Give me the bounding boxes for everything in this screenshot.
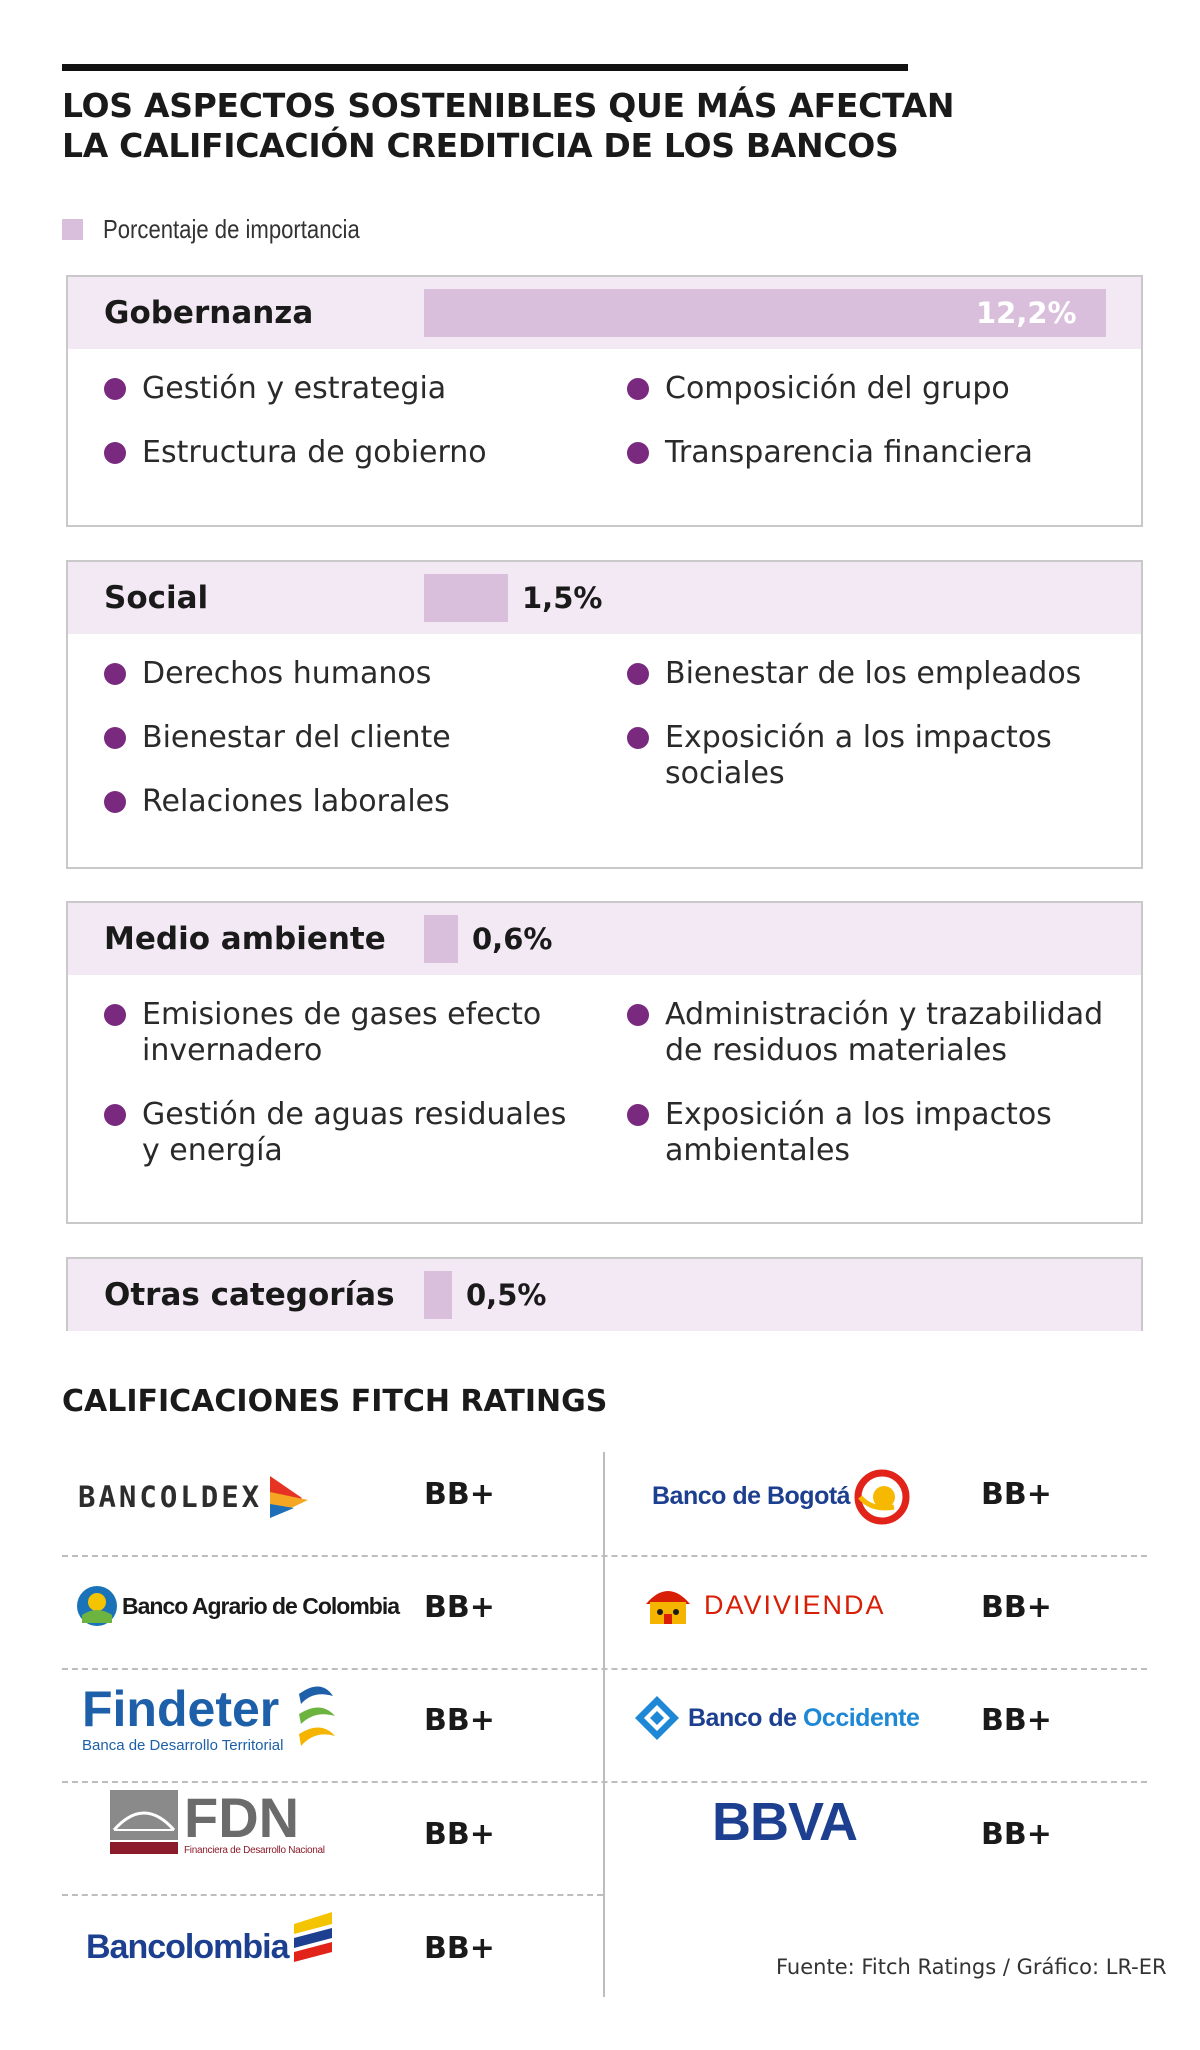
- bullet-icon: [627, 663, 649, 685]
- bullet-icon: [104, 442, 126, 464]
- list-item: Administración y trazabilidad de residuos materiales: [665, 997, 1115, 1069]
- row-divider: [62, 1555, 1147, 1557]
- category-header: [68, 903, 1141, 975]
- source-note: Fuente: Fitch Ratings / Gráfico: LR-ER: [776, 1955, 1167, 1979]
- findeter-leaf-icon: [291, 1682, 341, 1754]
- bullet-icon: [104, 1104, 126, 1126]
- list-item: Exposición a los impactos ambientales: [665, 1097, 1065, 1169]
- category-name: Gobernanza: [104, 295, 314, 331]
- banco-de-occidente-logo: Banco de Occidente: [634, 1693, 919, 1743]
- list-item: Estructura de gobierno: [142, 435, 487, 471]
- category-header: [68, 1259, 1141, 1331]
- column-divider: [603, 1452, 605, 1997]
- page-title: [62, 86, 962, 166]
- legend: [62, 213, 405, 245]
- banco-de-bogota-swirl-icon: [854, 1467, 910, 1525]
- category-card-gobernanza: [66, 275, 1143, 527]
- category-card-medio-ambiente: [66, 901, 1143, 1224]
- rating-value: BB+: [424, 1477, 495, 1512]
- bullet-icon: [627, 1004, 649, 1026]
- rating-value: BB+: [981, 1590, 1052, 1625]
- list-item: Exposición a los impactos sociales: [665, 720, 1065, 792]
- row-divider: [62, 1894, 603, 1896]
- category-items: [68, 634, 1141, 867]
- bullet-icon: [627, 1104, 649, 1126]
- bar: [424, 574, 508, 622]
- category-name: Social: [104, 580, 209, 616]
- title-line-1: LOS ASPECTOS SOSTENIBLES QUE MÁS AFECTAN: [62, 86, 955, 125]
- rating-value: BB+: [424, 1931, 495, 1966]
- list-item: Bienestar del cliente: [142, 720, 451, 756]
- rating-value: BB+: [981, 1477, 1052, 1512]
- ratings-title: CALIFICACIONES FITCH RATINGS: [62, 1384, 608, 1419]
- rating-value: BB+: [981, 1817, 1052, 1852]
- banco-agrario-sun-icon: [76, 1585, 118, 1627]
- legend-swatch: [62, 219, 83, 240]
- row-divider: [62, 1668, 1147, 1670]
- list-item: Gestión de aguas residuales y energía: [142, 1097, 582, 1169]
- fdn-bridge-icon: [110, 1790, 180, 1856]
- list-item: Gestión y estrategia: [142, 371, 446, 407]
- rating-value: BB+: [981, 1703, 1052, 1738]
- list-item: Transparencia financiera: [665, 435, 1033, 471]
- bar-value-label: 0,5%: [466, 1278, 547, 1312]
- bbva-logo: BBVA: [712, 1792, 858, 1852]
- bullet-icon: [104, 663, 126, 685]
- davivienda-logo: DAVIVIENDA: [642, 1580, 886, 1630]
- bancolombia-flag-icon: [290, 1910, 336, 1966]
- rating-value: BB+: [424, 1703, 495, 1738]
- bar-value-label: 1,5%: [522, 581, 603, 615]
- bar-value-label: 12,2%: [976, 296, 1077, 330]
- bancoldex-flag-icon: [268, 1474, 310, 1520]
- category-card-social: [66, 560, 1143, 869]
- list-item: Bienestar de los empleados: [665, 656, 1081, 692]
- list-item: Derechos humanos: [142, 656, 431, 692]
- category-name: Otras categorías: [104, 1277, 395, 1313]
- list-item: Composición del grupo: [665, 371, 1010, 407]
- title-rule: [62, 64, 908, 71]
- legend-label: Porcentaje de importancia: [103, 213, 360, 244]
- category-header: [68, 562, 1141, 634]
- bullet-icon: [104, 791, 126, 813]
- bullet-icon: [104, 727, 126, 749]
- findeter-logo: Findeter Banca de Desarrollo Territorial: [82, 1678, 341, 1758]
- banco-de-bogota-logo: Banco de Bogotá: [652, 1466, 910, 1526]
- rating-value: BB+: [424, 1817, 495, 1852]
- category-card-otras: [66, 1257, 1143, 1331]
- bullet-icon: [104, 1004, 126, 1026]
- bullet-icon: [627, 727, 649, 749]
- category-items: [68, 975, 1141, 1222]
- davivienda-house-icon: [642, 1582, 694, 1628]
- bullet-icon: [627, 442, 649, 464]
- category-items: [68, 349, 1141, 525]
- title-line-2: LA CALIFICACIÓN CREDITICIA DE LOS BANCOS: [62, 126, 899, 165]
- bancoldex-logo: BANCOLDEX: [78, 1474, 310, 1520]
- category-name: Medio ambiente: [104, 921, 386, 957]
- bancolombia-logo: Bancolombia: [86, 1908, 336, 1968]
- bullet-icon: [627, 378, 649, 400]
- bar: [424, 915, 458, 963]
- banco-agrario-logo: Banco Agrario de Colombia: [76, 1584, 399, 1628]
- category-header: [68, 277, 1141, 349]
- bar-value-label: 0,6%: [472, 922, 553, 956]
- row-divider: [62, 1781, 1147, 1783]
- bar: [424, 1271, 452, 1319]
- list-item: Emisiones de gases efecto invernadero: [142, 997, 582, 1069]
- bullet-icon: [104, 378, 126, 400]
- fdn-logo: FDN Financiera de Desarrollo Nacional: [110, 1788, 325, 1858]
- banco-de-occidente-diamond-icon: [634, 1695, 680, 1741]
- rating-value: BB+: [424, 1590, 495, 1625]
- list-item: Relaciones laborales: [142, 784, 450, 820]
